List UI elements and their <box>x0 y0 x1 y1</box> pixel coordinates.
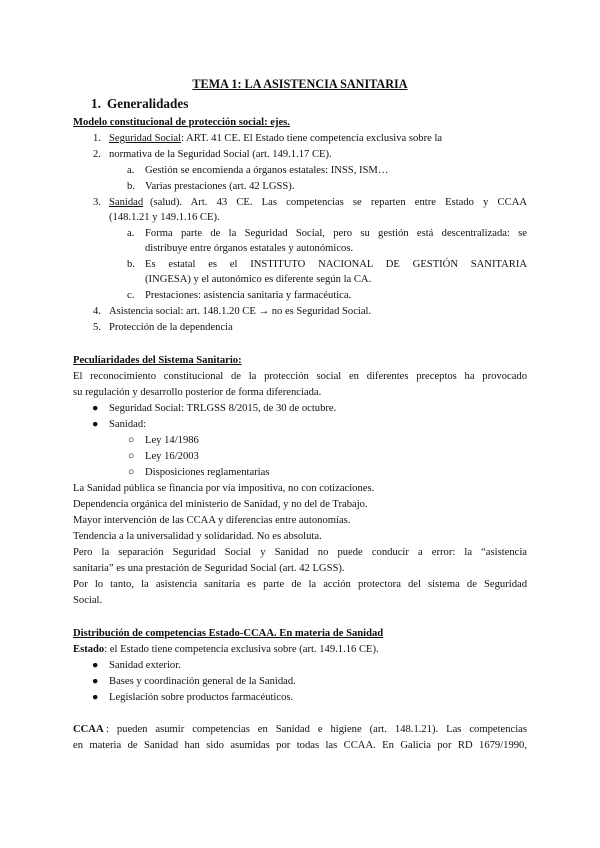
distribucion-heading: Distribución de competencias Estado-CCAA. En materia de Sanidad <box>73 628 384 639</box>
sub-bullet-text: Ley 16/2003 <box>145 451 199 462</box>
term-sanidad: Sanidad <box>109 197 144 208</box>
paragraph-line: Por lo tanto, la asistencia sanitaria es parte de la acción protectora del sistema de Seguridad <box>73 579 527 590</box>
list-number: 2. <box>93 149 101 160</box>
bullet-circle-icon: ○ <box>128 451 135 462</box>
bullet-text: Seguridad Social: TRLGSS 8/2015, de 30 de octubre. <box>109 403 337 414</box>
estado-paragraph <box>73 642 379 657</box>
list-item-text: (148.1.21 y 149.1.16 CE). <box>109 212 220 223</box>
list-number: 4. <box>93 306 101 317</box>
bullet-text: Bases y coordinación general de la Sanidad. <box>109 676 296 687</box>
bullet-text: Sanidad exterior. <box>109 660 181 671</box>
list-item-text: Asistencia social: art. 148.1.20 CE → no es Seguridad Social. <box>109 306 372 317</box>
bullet-text: Sanidad: <box>109 419 147 430</box>
term-estado: Estado <box>73 644 105 655</box>
paragraph-line: Tendencia a la universalidad y solidaridad. No es absoluta. <box>73 531 322 542</box>
sublist-item-text: Prestaciones: asistencia sanitaria y farmacéutica. <box>145 290 352 301</box>
list-item <box>109 131 442 146</box>
bullet-dot-icon: ● <box>92 403 99 414</box>
sublist-item-text: distribuye entre órganos estatales y autonómicos. <box>145 243 354 254</box>
modelo-heading: Modelo constitucional de protección social: ejes. <box>73 117 290 128</box>
term-seguridad-social: Seguridad Social <box>109 133 182 144</box>
paragraph-line: su regulación y desarrollo posterior de forma diferenciada. <box>73 387 322 398</box>
bullet-dot-icon: ● <box>92 419 99 430</box>
peculiaridades-heading: Peculiaridades del Sistema Sanitario: <box>73 355 242 366</box>
bullet-circle-icon: ○ <box>128 435 135 446</box>
list-item-text: : ART. 41 CE. El Estado tiene competencia exclusiva sobre la <box>181 133 443 144</box>
term-ccaa: CCAA <box>73 724 104 735</box>
bullet-dot-icon: ● <box>92 692 99 703</box>
sublist-letter: a. <box>127 228 135 239</box>
document-title: TEMA 1: LA ASISTENCIA SANITARIA <box>192 77 408 91</box>
bullet-circle-icon: ○ <box>128 467 135 478</box>
bullet-dot-icon: ● <box>92 660 99 671</box>
list-number: 1. <box>93 133 101 144</box>
sublist-item-text: Varias prestaciones (art. 42 LGSS). <box>145 181 295 192</box>
list-number: 3. <box>93 197 101 208</box>
paragraph-line: en materia de Sanidad han sido asumidas por todas las CCAA. En Galicia por RD 1679/1990, <box>73 740 527 751</box>
list-item-text: (salud). Art. 43 CE. Las competencias se reparten entre Estado y CCAA <box>150 197 527 208</box>
paragraph-line: : pueden asumir competencias en Sanidad e higiene (art. 148.1.21). Las competencias <box>106 724 527 735</box>
sub-bullet-text: Disposiciones reglamentarias <box>145 467 270 478</box>
sub-bullet-text: Ley 14/1986 <box>145 435 199 446</box>
paragraph-line: Pero la separación Seguridad Social y Sanidad no puede conducir a error: la “asistencia <box>73 547 527 558</box>
list-number: 5. <box>93 322 101 333</box>
bullet-dot-icon: ● <box>92 676 99 687</box>
sublist-letter: c. <box>127 290 135 301</box>
section-number: 1. <box>91 96 101 111</box>
paragraph-line: Mayor intervención de las CCAA y diferencias entre autonomías. <box>73 515 351 526</box>
sublist-letter: b. <box>127 181 135 192</box>
section-heading: Generalidades <box>107 96 189 111</box>
sublist-letter: a. <box>127 165 135 176</box>
sublist-letter: b. <box>127 259 135 270</box>
paragraph-line: La Sanidad pública se financia por vía impositiva, no con cotizaciones. <box>73 483 375 494</box>
paragraph-line: sanitaria” es una prestación de Seguridad Social (art. 42 LGSS). <box>73 563 345 574</box>
list-item-text: normativa de la Seguridad Social (art. 149.1.17 CE). <box>109 149 332 160</box>
paragraph-text: : el Estado tiene competencia exclusiva sobre (art. 149.1.16 CE). <box>104 644 379 655</box>
bullet-text: Legislación sobre productos farmacéuticos. <box>109 692 294 703</box>
paragraph-line: Dependencia orgánica del ministerio de Sanidad, y no del de Trabajo. <box>73 499 368 510</box>
sublist-item-text: Es estatal es el INSTITUTO NACIONAL DE GESTIÓN SANITARIA <box>145 259 527 270</box>
paragraph-line: El reconocimiento constitucional de la protección social en diferentes preceptos ha provocado <box>73 371 527 382</box>
sublist-item-text: (INGESA) y el autonómico es diferente según la CA. <box>145 274 372 285</box>
sublist-item-text: Forma parte de la Seguridad Social, pero su gestión está descentralizada: se <box>145 228 527 239</box>
sublist-item-text: Gestión se encomienda a órganos estatales: INSS, ISM… <box>145 165 389 176</box>
list-item-text: Protección de la dependencia <box>109 322 233 333</box>
paragraph-line: Social. <box>73 595 103 606</box>
